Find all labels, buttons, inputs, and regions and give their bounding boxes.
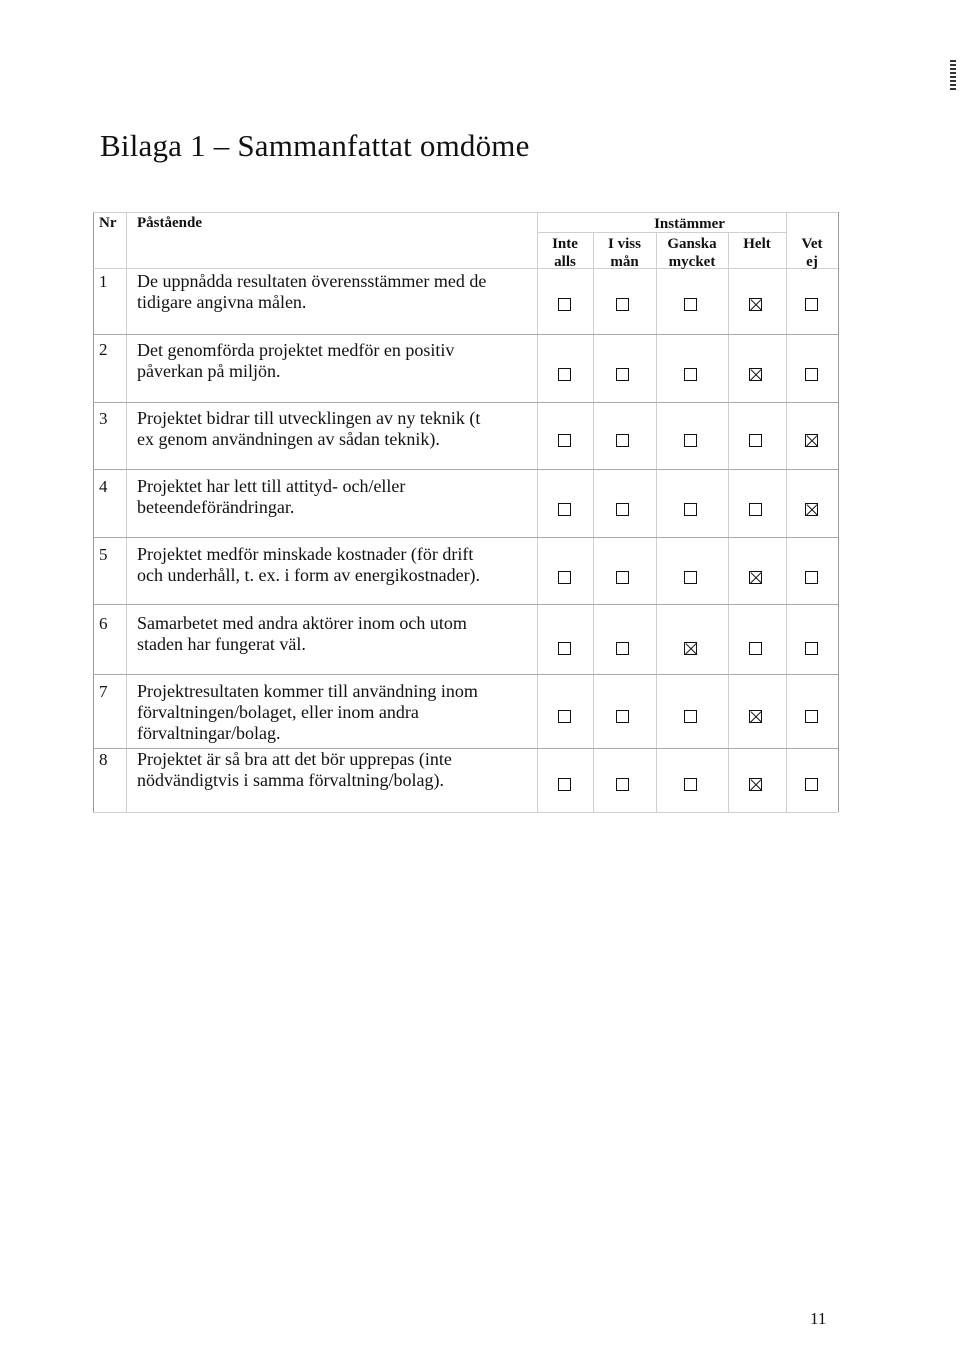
row-divider [93,674,838,675]
checkbox-empty[interactable] [558,368,571,381]
column-divider-4 [786,212,787,812]
column-divider-2 [656,232,657,812]
row-number: 5 [99,545,108,564]
header-col-quite-a-lot: Ganska mycket [667,236,717,270]
checkbox-empty[interactable] [558,642,571,655]
row-statement: De uppnådda resultaten överensstämmer med de tidigare angivna målen. [137,271,487,312]
header-col-to-some-extent: I viss mån [608,236,641,270]
row-statement: Projektet är så bra att det bör upprepas (inte nödvändigtvis i samma förvaltning/bolag). [137,749,452,790]
column-divider-statement [537,212,538,812]
checkbox-empty[interactable] [558,778,571,791]
checkbox-checked[interactable] [805,503,818,516]
checkbox-empty[interactable] [616,642,629,655]
checkbox-empty[interactable] [805,710,818,723]
table-border-bottom [93,812,838,813]
row-statement: Det genomförda projektet medför en positiv påverkan på miljön. [137,340,455,381]
checkbox-empty[interactable] [558,503,571,516]
checkbox-empty[interactable] [805,778,818,791]
row-number: 6 [99,614,108,633]
row-divider [93,402,838,403]
checkbox-empty[interactable] [684,298,697,311]
header-agree-group: Instämmer [654,216,725,232]
checkbox-empty[interactable] [558,434,571,447]
row-divider [93,537,838,538]
table-border-top [93,212,838,213]
checkbox-empty[interactable] [684,503,697,516]
scan-edge-mark [950,60,956,92]
row-statement: Samarbetet med andra aktörer inom och utom staden har fungerat väl. [137,613,467,654]
checkbox-empty[interactable] [749,434,762,447]
checkbox-empty[interactable] [616,434,629,447]
header-statement: Påstående [137,215,202,231]
checkbox-checked[interactable] [749,571,762,584]
checkbox-checked[interactable] [684,642,697,655]
checkbox-checked[interactable] [749,710,762,723]
checkbox-empty[interactable] [558,298,571,311]
header-col-dont-know: Vet ej [801,236,823,270]
page-number: 11 [810,1309,827,1328]
header-nr: Nr [99,215,117,231]
checkbox-empty[interactable] [558,710,571,723]
table-border-right [838,212,839,812]
checkbox-empty[interactable] [684,710,697,723]
checkbox-checked[interactable] [749,368,762,381]
checkbox-empty[interactable] [684,368,697,381]
checkbox-empty[interactable] [749,503,762,516]
checkbox-empty[interactable] [616,571,629,584]
checkbox-empty[interactable] [684,434,697,447]
row-divider [93,469,838,470]
column-divider-1 [593,232,594,812]
row-statement: Projektet bidrar till utvecklingen av ny teknik (t ex genom användningen av sådan teknik). [137,408,481,449]
row-number: 8 [99,750,108,769]
page-title: Bilaga 1 – Sammanfattat omdöme [100,128,530,163]
row-statement: Projektet har lett till attityd- och/eller beteendeförändringar. [137,476,406,517]
header-col-fully: Helt [743,236,771,252]
checkbox-empty[interactable] [558,571,571,584]
checkbox-checked[interactable] [805,434,818,447]
checkbox-empty[interactable] [749,642,762,655]
row-number: 2 [99,340,108,359]
row-statement: Projektet medför minskade kostnader (för drift och underhåll, t. ex. i form av energikostnader). [137,544,481,585]
row-statement: Projektresultaten kommer till användning inom förvaltningen/bolaget, eller inom andra förvaltningar/bolag. [137,681,478,743]
checkbox-checked[interactable] [749,298,762,311]
row-number: 4 [99,477,108,496]
checkbox-empty[interactable] [805,298,818,311]
checkbox-empty[interactable] [616,298,629,311]
row-number: 1 [99,272,108,291]
row-divider [93,334,838,335]
row-number: 7 [99,682,108,701]
header-col-not-at-all: Inte alls [552,236,578,270]
checkbox-empty[interactable] [616,368,629,381]
checkbox-empty[interactable] [805,571,818,584]
checkbox-empty[interactable] [805,368,818,381]
checkbox-checked[interactable] [749,778,762,791]
column-divider-nr [126,212,127,812]
row-number: 3 [99,409,108,428]
table-border-left [93,212,94,812]
checkbox-empty[interactable] [684,778,697,791]
checkbox-empty[interactable] [616,503,629,516]
checkbox-empty[interactable] [684,571,697,584]
checkbox-empty[interactable] [616,710,629,723]
checkbox-empty[interactable] [805,642,818,655]
checkbox-empty[interactable] [616,778,629,791]
column-divider-3 [728,232,729,812]
row-divider [93,604,838,605]
